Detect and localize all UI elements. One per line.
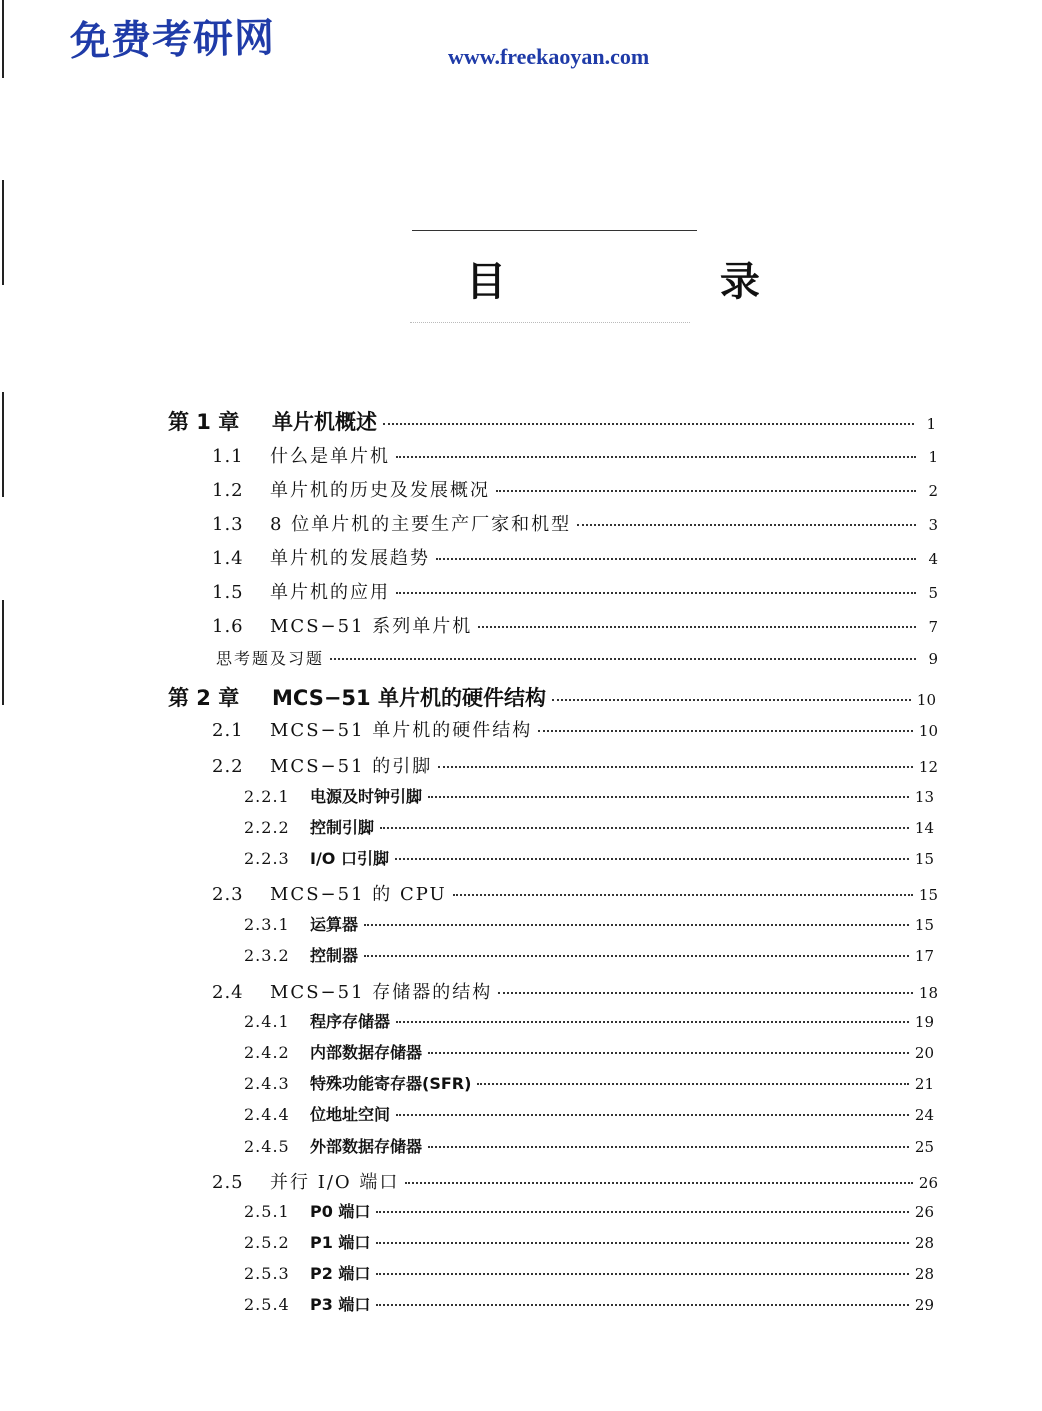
watermark-url[interactable]: www.freekaoyan.com [448,44,650,69]
toc-page-number: 1 [928,448,938,466]
toc-page-number: 3 [928,516,938,534]
toc-page-number: 26 [918,1174,938,1192]
toc-page-number: 12 [918,758,938,776]
title-rule [412,230,697,231]
scan-edge-mark [2,392,4,497]
toc-number: 1.4 [212,548,244,569]
toc-number: 2.2.2 [244,818,290,837]
toc-label: MCS−51 单片机的硬件结构 [272,686,546,710]
toc-number: 2.5.4 [244,1295,290,1314]
toc-subsection[interactable] [244,943,934,966]
dot-leader [380,827,909,829]
toc-page-number: 4 [928,550,938,568]
toc-page-number: 7 [928,618,938,636]
toc-subsection[interactable] [244,1199,934,1222]
toc-number: 2.3.2 [244,946,290,965]
scan-edge-mark [2,180,4,285]
toc-subsection[interactable] [244,1040,934,1063]
toc-number: 2.5 [212,1172,244,1193]
dot-leader [376,1242,908,1244]
dot-leader [376,1211,908,1213]
dot-leader [364,924,909,926]
toc-section[interactable] [212,612,938,638]
toc-subsection[interactable] [244,846,934,869]
toc-subsection[interactable] [244,1134,934,1157]
toc-page-number: 25 [914,1138,934,1156]
title-underline [410,322,690,329]
toc-number: 2.2.1 [244,787,290,806]
toc-label: 什么是单片机 [270,446,390,467]
toc-section[interactable] [212,752,938,778]
toc-subsection[interactable] [244,1230,934,1253]
dot-leader [496,490,916,492]
toc-number: 1.6 [212,616,244,637]
toc-chapter[interactable] [168,406,936,436]
toc-number: 2.3 [212,884,244,905]
toc-label: 单片机的历史及发展概况 [270,480,490,501]
dot-leader [396,456,916,458]
toc-page-number: 28 [914,1265,934,1283]
toc-page-number: 15 [914,916,934,934]
dot-leader [453,894,913,896]
toc-page-number: 13 [914,788,934,806]
toc-label: 单片机的应用 [270,582,390,603]
toc-number: 1.2 [212,480,244,501]
toc-page-number: 5 [928,584,938,602]
toc-label: 电源及时钟引脚 [310,787,423,806]
toc-label: 单片机概述 [272,410,377,434]
toc-number: 1.3 [212,514,244,535]
toc-subsection[interactable] [244,1261,934,1284]
dot-leader [478,626,916,628]
toc-page-number: 21 [914,1075,934,1093]
toc-subsection[interactable] [244,1009,934,1032]
dot-leader [364,955,909,957]
toc-label: 内部数据存储器 [310,1043,423,1062]
toc-label: P3 端口 [310,1295,371,1314]
toc-page-number: 10 [918,722,938,740]
toc-section[interactable] [212,880,938,906]
dot-leader [330,658,916,660]
page-title: 目 录 [466,258,860,305]
toc-number: 2.5.3 [244,1264,290,1283]
toc-label: 控制引脚 [310,818,375,837]
toc-subsection[interactable] [244,1071,934,1094]
toc-label: MCS−51 的引脚 [270,756,433,777]
dot-leader [428,1146,909,1148]
toc-number: 2.3.1 [244,915,290,934]
toc-page-number: 15 [914,850,934,868]
dot-leader [552,699,911,701]
toc-label: 控制器 [310,946,359,965]
dot-leader [577,524,916,526]
toc-page-number: 15 [918,886,938,904]
dot-leader [477,1083,909,1085]
watermark-logo: 免费考研网 [69,14,276,65]
toc-section[interactable] [212,716,938,742]
toc-section[interactable] [212,1168,938,1194]
dot-leader [428,1052,909,1054]
dot-leader [538,730,913,732]
toc-page-number: 18 [918,984,938,1002]
toc-number: 2.2 [212,756,244,777]
toc-subsection[interactable] [244,784,934,807]
toc-number: 2.1 [212,720,244,741]
toc-subsection[interactable] [244,1292,934,1315]
toc-label: MCS−51 的 CPU [270,884,447,905]
toc-section[interactable] [212,578,938,604]
toc-label: MCS−51 单片机的硬件结构 [270,720,533,741]
toc-label: P2 端口 [310,1264,371,1283]
toc-label: P1 端口 [310,1233,371,1252]
toc-label: 单片机的发展趋势 [270,548,430,569]
scan-edge-mark [2,600,4,705]
toc-number: 2.4.1 [244,1012,290,1031]
scan-edge-mark [2,0,4,78]
toc-page-number: 1 [926,415,936,433]
toc-number: 第 2 章 [168,686,240,710]
toc-label: 程序存储器 [310,1012,391,1031]
toc-section[interactable] [212,442,938,468]
toc-page-number: 29 [914,1296,934,1314]
toc-subsection[interactable] [244,815,934,838]
dot-leader [405,1182,913,1184]
toc-label: 运算器 [310,915,359,934]
dot-leader [396,1114,909,1116]
toc-page-number: 9 [928,650,938,668]
dot-leader [376,1304,908,1306]
toc-number: 1.5 [212,582,244,603]
toc-number: 2.5.2 [244,1233,290,1252]
toc-label: I/O 口引脚 [310,849,389,868]
toc-page-number: 28 [914,1234,934,1252]
dot-leader [438,766,913,768]
toc-label: MCS−51 系列单片机 [270,616,473,637]
dot-leader [396,592,916,594]
toc-page-number: 26 [914,1203,934,1221]
toc-subsection[interactable] [244,912,934,935]
toc-section[interactable] [212,476,938,502]
toc-page-number: 24 [914,1106,934,1124]
toc-number: 2.2.3 [244,849,290,868]
toc-section[interactable] [212,510,938,536]
toc-label: 8 位单片机的主要生产厂家和机型 [270,514,572,535]
toc-label: 位地址空间 [310,1105,391,1124]
toc-number: 2.5.1 [244,1202,290,1221]
toc-number: 2.4.5 [244,1137,290,1156]
dot-leader [396,1021,909,1023]
toc-number: 2.4.3 [244,1074,290,1093]
toc-number: 2.4.4 [244,1105,290,1124]
toc-section[interactable] [212,544,938,570]
toc-label: 思考题及习题 [216,649,325,668]
toc-label: P0 端口 [310,1202,371,1221]
toc-label: MCS−51 存储器的结构 [270,982,493,1003]
dot-leader [436,558,916,560]
toc-page-number: 2 [928,482,938,500]
dot-leader [428,796,909,798]
toc-label: 特殊功能寄存器(SFR) [310,1074,472,1093]
toc-number: 2.4 [212,982,244,1003]
toc-page-number: 20 [914,1044,934,1062]
dot-leader [376,1273,908,1275]
toc-section[interactable] [212,978,938,1004]
toc-number: 1.1 [212,446,244,467]
toc-page-number: 17 [914,947,934,965]
toc-page-number: 14 [914,819,934,837]
toc-subsection[interactable] [244,1102,934,1125]
toc-label: 外部数据存储器 [310,1137,423,1156]
toc-page-number: 10 [916,691,936,709]
dot-leader [498,992,913,994]
toc-page-number: 19 [914,1013,934,1031]
toc-chapter[interactable] [168,682,936,712]
dot-leader [395,858,909,860]
dot-leader [383,423,914,425]
toc-number: 2.4.2 [244,1043,290,1062]
toc-exercises[interactable] [216,646,938,669]
toc-label: 并行 I/O 端口 [270,1172,400,1193]
toc-number: 第 1 章 [168,410,240,434]
